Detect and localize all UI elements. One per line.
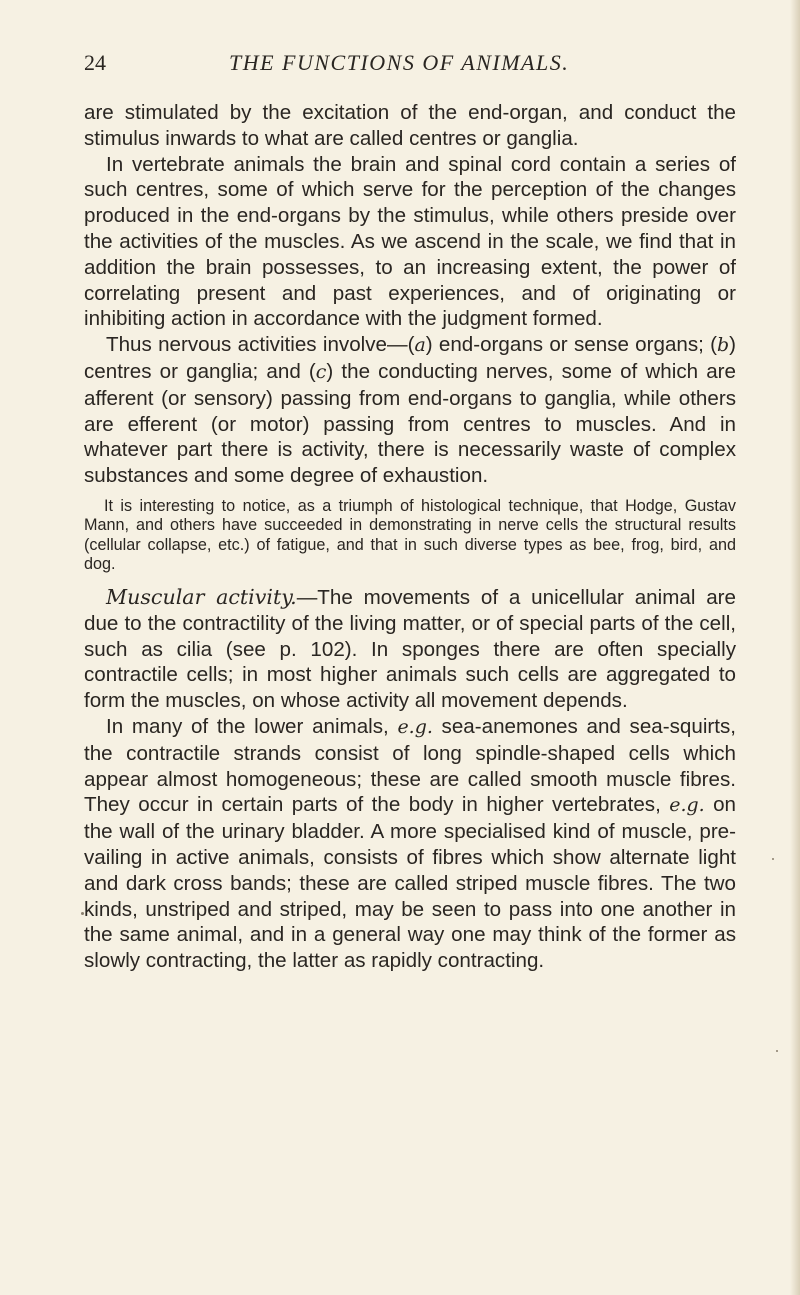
section-heading-muscular-activity: Muscular activity.: [106, 584, 297, 609]
paragraph-histology-note: It is interesting to notice, as a triumph of histological technique, that Hodge, Gustav Mann, and others have succeeded in demonstrating in nerve cells the structural results (cellular collapse, etc.) of fatigue, and that in such diverse types as bee, frog, bird, and dog.: [84, 496, 736, 574]
page-number: 24: [84, 50, 106, 75]
paper-speck: [776, 1050, 778, 1052]
running-title: THE FUNCTIONS OF ANIMALS.: [229, 50, 570, 75]
paper-speck: [81, 912, 84, 915]
paragraph-muscle-fibres: In many of the lower animals, e.g. sea-anemones and sea-squirts, the contractile strands consist of long spindle-shaped cells which appear almost homogeneous; these are called smooth muscle fibres. They occur in certain parts of the body in higher vertebrates, e.g. on the wall of the urinary bladder. A more specialised kind of muscle, prevailing in active animals, consists of fibres which show alternate light and dark cross bands; these are called striped muscle fibres. The two kinds, unstriped and striped, may be seen to pass into one another in the same animal, and in a general way one may think of the former as slowly contracting, the latter as rapidly contracting.: [84, 714, 736, 973]
paragraph-continuation: are stimulated by the excitation of the end-organ, and conduct the stimulus inwards to what are called centres or ganglia.: [84, 101, 736, 150]
body-text: [84, 100, 736, 974]
paragraph-muscular-activity: Muscular activity.—The movements of a unicellular animal are due to the contractility of the living matter, or of special parts of the cell, such as cilia (see p. 102). In sponges there are often specially contractile cells; in most higher animals such cells are aggregated to form the muscles, on whose activity all movement depends.: [84, 584, 736, 713]
paragraph-nervous-activities: Thus nervous activities involve—(a) end-organs or sense organs; (b) centres or ganglia; and (c) the conducting nerves, some of which are afferent (or sensory) passing from end-organs to ganglia, while others are efferent (or motor) passing from centres to muscles. And in whatever part there is activity, there is necessarily waste of complex substances and some degree of exhaustion.: [84, 333, 737, 488]
page-header: [84, 50, 734, 80]
paper-speck: [772, 858, 774, 860]
page-edge-shadow: [790, 0, 800, 1295]
paragraph-vertebrate-centres: In vertebrate animals the brain and spinal cord contain a series of such centres, some of which serve for the perception of the changes produced in the end-organs by the stimulus, while others preside over the activities of the muscles. As we ascend in the scale, we find that in addition the brain possesses, to an increasing extent, the power of correlating present and past experiences, and of originating or inhibiting action in accordance with the judgment formed.: [84, 152, 736, 331]
